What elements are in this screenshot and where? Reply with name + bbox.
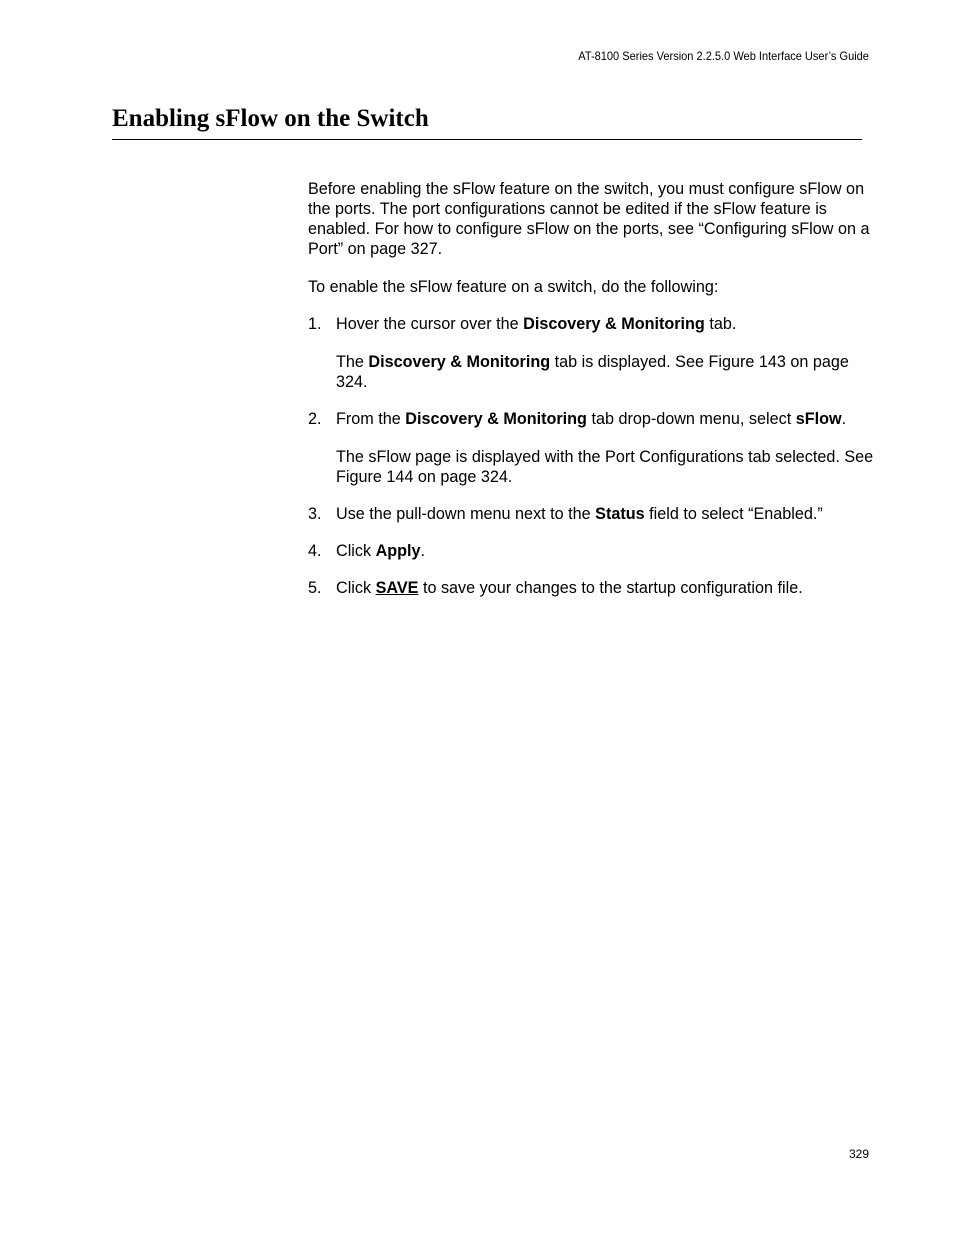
section-title: Enabling sFlow on the Switch — [112, 105, 429, 132]
step-text: Use the pull-down menu next to the Status field to select “Enabled.” — [336, 505, 823, 523]
running-header: AT-8100 Series Version 2.2.5.0 Web Interface User’s Guide — [578, 49, 869, 63]
ui-label-save: SAVE — [375, 579, 419, 597]
step-1 — [308, 314, 874, 392]
step-text: From the Discovery & Monitoring tab drop-down menu, select sFlow. — [336, 410, 847, 428]
step-number: 1. — [308, 315, 322, 333]
ui-label-discovery-monitoring: Discovery & Monitoring — [405, 410, 587, 428]
step-3 — [308, 504, 874, 524]
procedure-steps — [308, 314, 874, 598]
body-content — [308, 179, 874, 615]
step-4 — [308, 541, 874, 561]
step-number: 4. — [308, 542, 322, 560]
step-result: The Discovery & Monitoring tab is displayed. See Figure 143 on page 324. — [336, 353, 849, 391]
ui-label-discovery-monitoring: Discovery & Monitoring — [368, 353, 551, 371]
intro-paragraph: Before enabling the sFlow feature on the switch, you must configure sFlow on the ports. The port configurations cannot be edited if the sFlow feature is enabled. For how to configure sFlow on the ports, see “Configuring sFlow on a Port” on page 327. — [308, 180, 870, 258]
ui-label-discovery-monitoring: Discovery & Monitoring — [523, 315, 705, 333]
step-text: Click Apply. — [336, 542, 426, 560]
lead-paragraph: To enable the sFlow feature on a switch, do the following: — [308, 278, 719, 296]
step-result: The sFlow page is displayed with the Port Configurations tab selected. See Figure 144 on page 324. — [336, 448, 874, 486]
step-number: 5. — [308, 579, 322, 597]
ui-label-status: Status — [595, 505, 645, 523]
ui-label-apply: Apply — [375, 542, 421, 560]
step-number: 2. — [308, 410, 322, 428]
step-text: Click SAVE to save your changes to the startup configuration file. — [336, 579, 803, 597]
step-2 — [308, 409, 874, 487]
step-text: Hover the cursor over the Discovery & Monitoring tab. — [336, 315, 737, 333]
step-5 — [308, 578, 874, 598]
title-rule — [112, 139, 862, 140]
page-number: 329 — [848, 1147, 869, 1161]
step-number: 3. — [308, 505, 322, 523]
ui-label-sflow: sFlow — [795, 410, 842, 428]
